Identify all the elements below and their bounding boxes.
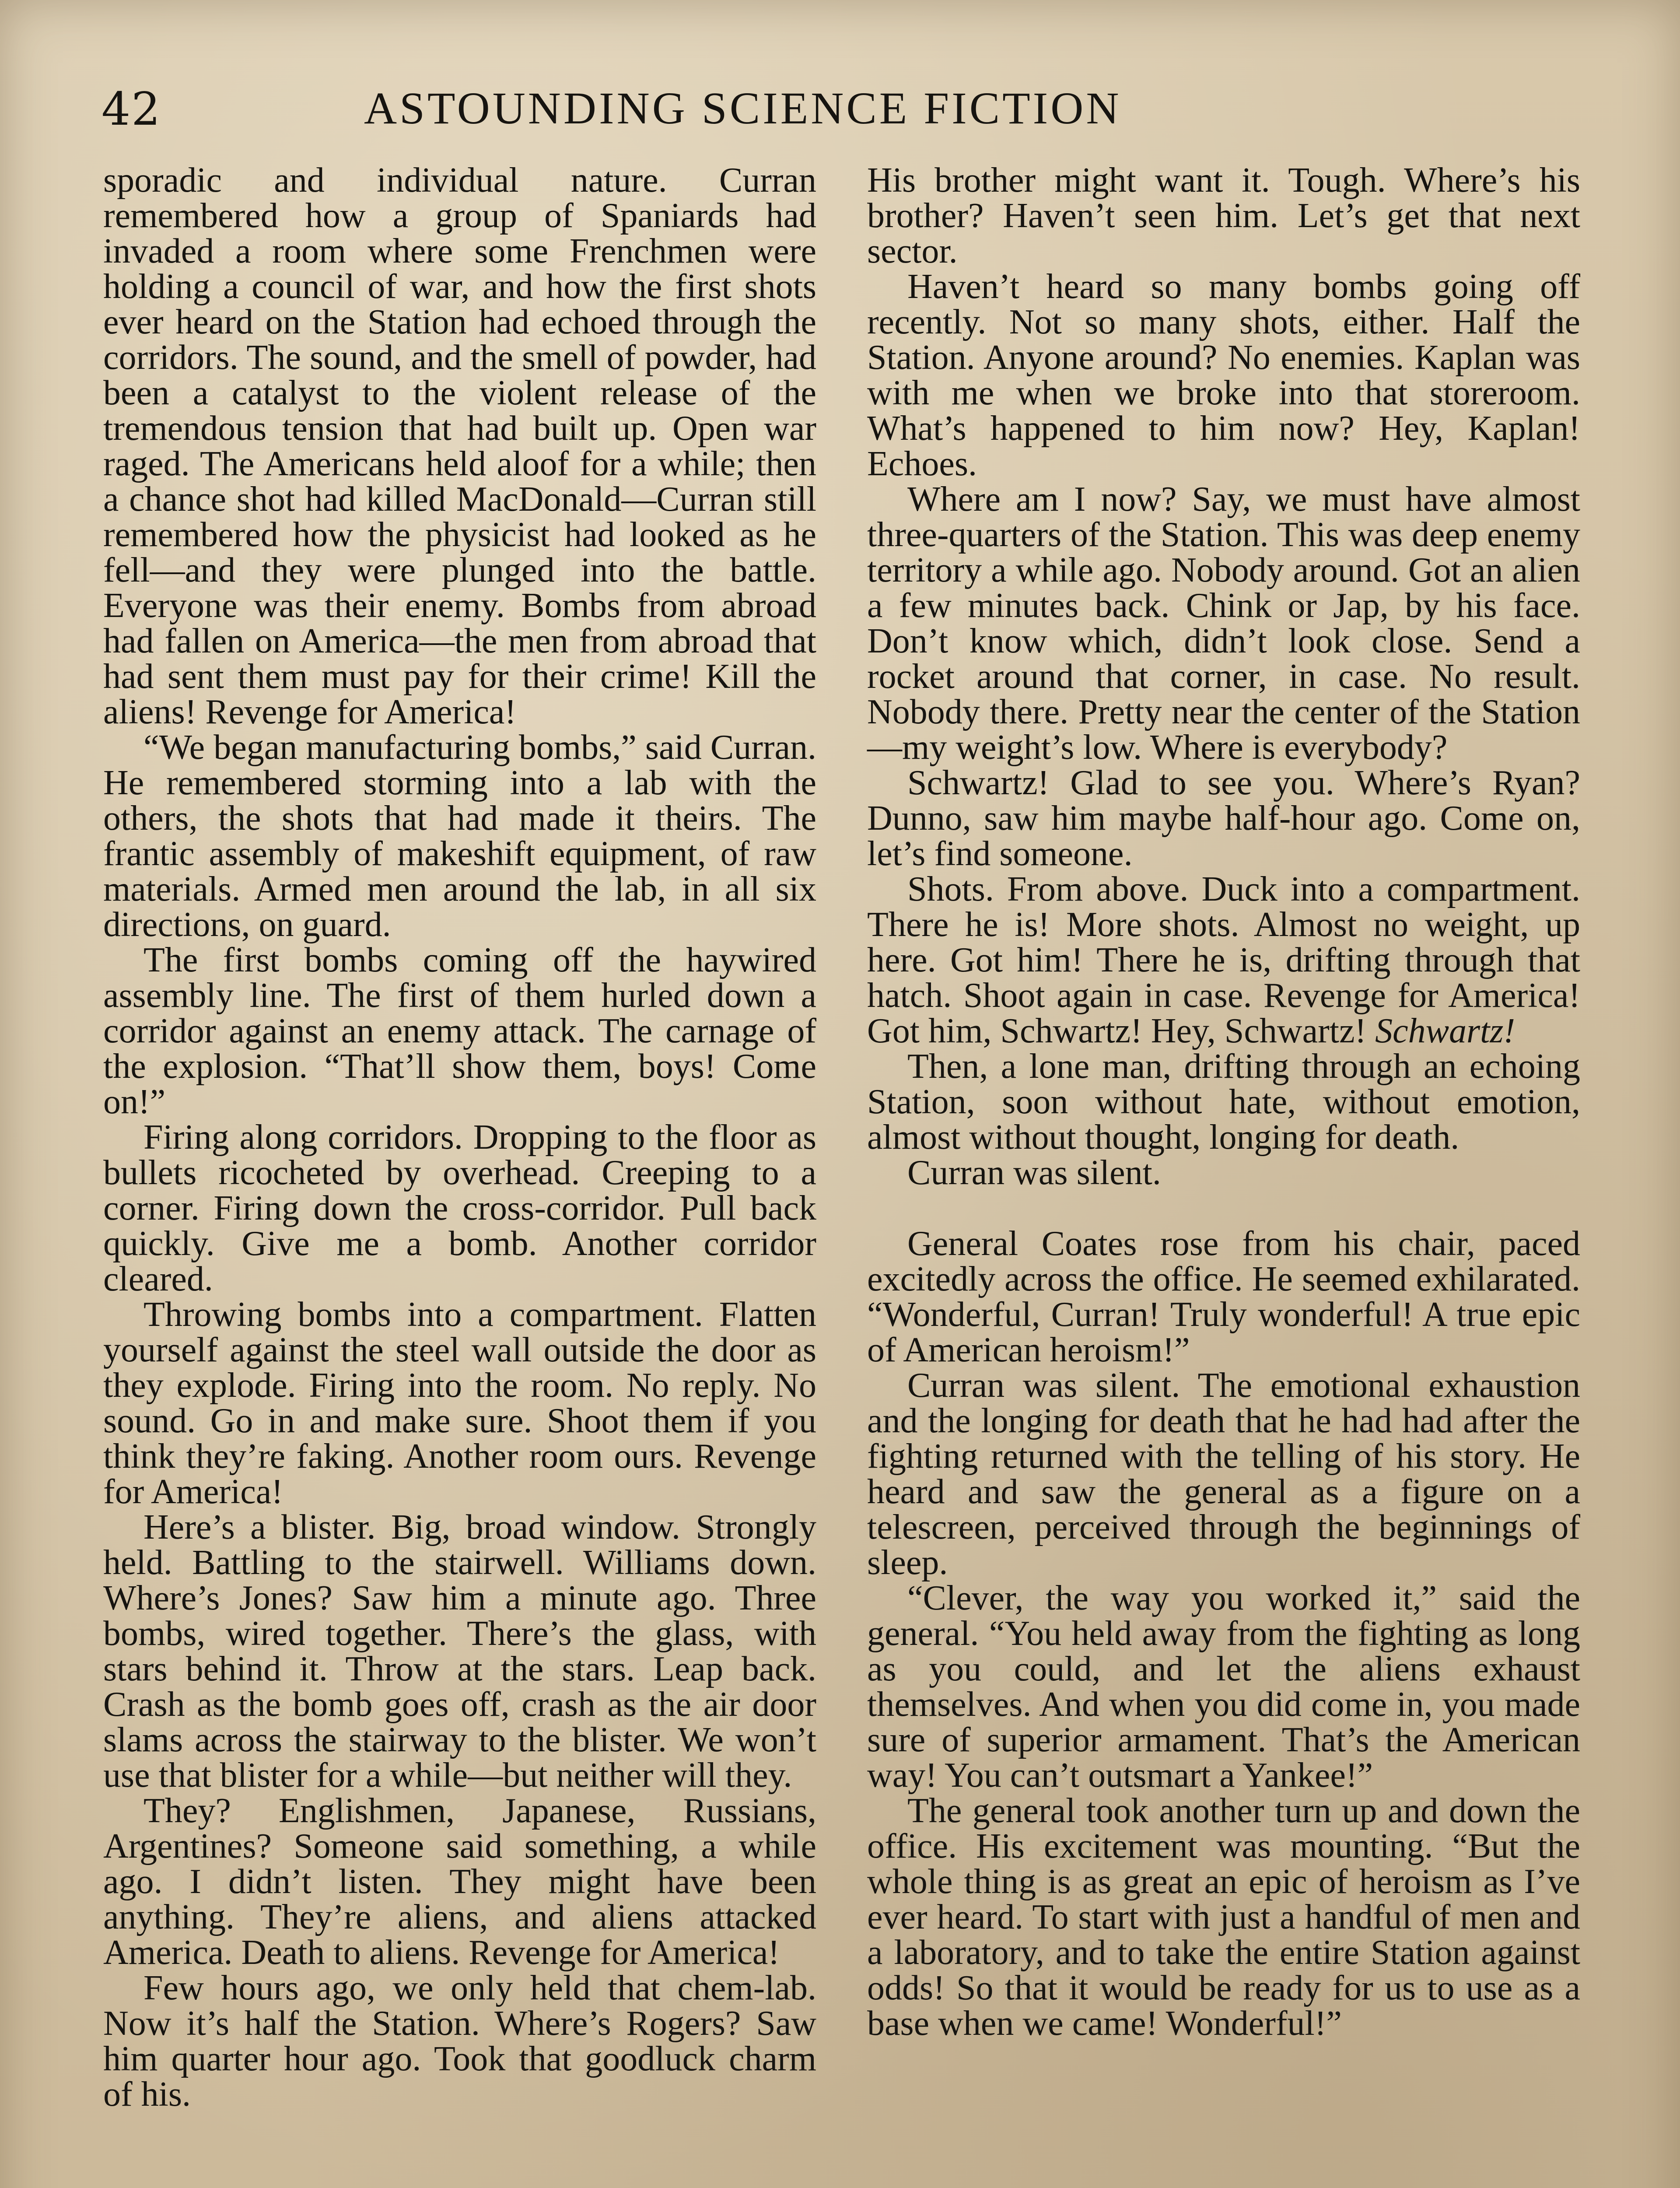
section-break xyxy=(867,1191,1580,1226)
paragraph: Firing along corridors. Dropping to the floor as bullets ricocheted by overhead. Creeping to a corner. Firing down the cross-corridor. Pull back quickly. Give me a bomb. Another corridor cleared. xyxy=(103,1118,816,1298)
paragraph: Where am I now? Say, we must have almost three-quarters of the Station. This was deep enemy territory a while ago. Nobody around. Got an alien a few minutes back. Chink or Jap, by his face. Don’t know which, didn’t look close. Send a rocket around that corner, in case. No result. Nobody there. Pretty near the center of the Station—my weight’s low. Where is everybody? xyxy=(867,480,1580,767)
page-number: 42 xyxy=(102,82,161,136)
paragraph: His brother might want it. Tough. Where’s his brother? Haven’t seen him. Let’s get that next sector. xyxy=(867,161,1580,270)
running-head-title: ASTOUNDING SCIENCE FICTION xyxy=(364,83,1122,133)
paragraph: The first bombs coming off the haywired assembly line. The first of them hurled down a corridor against an enemy attack. The carnage of the explosion. “That’ll show them, boys! Come on!” xyxy=(103,941,816,1121)
paragraph: General Coates rose from his chair, paced excitedly across the office. He seemed exhilarated. “Wonderful, Curran! Truly wonderful! A true epic of American heroism!” xyxy=(867,1224,1580,1369)
paragraph: Few hours ago, we only held that chem-lab. Now it’s half the Station. Where’s Rogers? Saw him quarter hour ago. Took that goodluck charm of his. xyxy=(103,1969,816,2114)
paragraph: Curran was silent. The emotional exhaustion and the longing for death that he had had after the fighting returned with the telling of his story. He heard and saw the general as a figure on a telescreen, perceived through the beginnings of sleep. xyxy=(867,1366,1580,1582)
paragraph: sporadic and individual nature. Curran remembered how a group of Spaniards had invaded a room where some Frenchmen were holding a council of war, and how the first shots ever heard on the Station had echoed through the corridors. The sound, and the smell of powder, had been a catalyst to the violent release of the tremendous tension that had built up. Open war raged. The Americans held aloof for a while; then a chance shot had killed MacDonald—Curran still remembered how the physicist had looked as he fell—and they were plunged into the battle. Everyone was their enemy. Bombs from abroad had fallen on America—the men from abroad that had sent them must pay for their crime! Kill the aliens! Revenge for America! xyxy=(103,161,816,731)
paragraph: Haven’t heard so many bombs going off recently. Not so many shots, either. Half the Station. Anyone around? No enemies. Kaplan was with me when we broke into that storeroom. What’s happened to him now? Hey, Kaplan! Echoes. xyxy=(867,267,1580,483)
paragraph: The general took another turn up and down the office. His excitement was mounting. “But the whole thing is as great an epic of heroism as I’ve ever heard. To start with just a handful of men and a laboratory, and to take the entire Station against odds! So that it would be ready for us to use as a base when we came! Wonderful!” xyxy=(867,1792,1580,2043)
paragraph: Then, a lone man, drifting through an echoing Station, soon without hate, without emotion, almost without thought, longing for death. xyxy=(867,1047,1580,1157)
paragraph: Throwing bombs into a compartment. Flatten yourself against the steel wall outside the door as they explode. Firing into the room. No reply. No sound. Go in and make sure. Shoot them if you think they’re faking. Another room ours. Revenge for America! xyxy=(103,1295,816,1511)
paragraph xyxy=(867,872,1580,1049)
italic-emphasis: Schwartz! xyxy=(1375,1012,1516,1050)
paragraph: Curran was silent. xyxy=(907,1154,1161,1192)
paragraph: They? Englishmen, Japanese, Russians, Argentines? Someone said something, a while ago. I didn’t listen. They might have been anything. They’re aliens, and aliens attacked America. Death to aliens. Revenge for America! xyxy=(103,1792,816,1972)
paragraph: Here’s a blister. Big, broad window. Strongly held. Battling to the stairwell. Williams down. Where’s Jones? Saw him a minute ago. Three bombs, wired together. There’s the glass, with stars behind it. Throw at the stars. Leap back. Crash as the bomb goes off, crash as the air door slams across the stairway to the blister. We won’t use that blister for a while—but neither will they. xyxy=(103,1508,816,1795)
paragraph: “We began manufacturing bombs,” said Curran. He remembered storming into a lab with the others, the shots that had made it theirs. The frantic assembly of makeshift equipment, of raw materials. Armed men around the lab, in all six directions, on guard. xyxy=(103,728,816,944)
left-text-column xyxy=(103,163,816,2112)
paragraph-text: Shots. From above. Duck into a compartment. There he is! More shots. Almost no weight, up here. Got him! There he is, drifting through that hatch. Shoot again in case. Revenge for America! Got him, Schwartz! Hey, Schwartz! xyxy=(867,870,1580,1050)
paragraph: “Clever, the way you worked it,” said the general. “You held away from the fighting as long as you could, and let the aliens exhaust themselves. And when you did come in, you made sure of superior armament. That’s the American way! You can’t outsmart a Yankee!” xyxy=(867,1579,1580,1795)
page-header xyxy=(102,78,1580,144)
paragraph: Schwartz! Glad to see you. Where’s Ryan? Dunno, saw him maybe half-hour ago. Come on, let’s find someone. xyxy=(867,764,1580,873)
right-text-column xyxy=(867,163,1580,2041)
